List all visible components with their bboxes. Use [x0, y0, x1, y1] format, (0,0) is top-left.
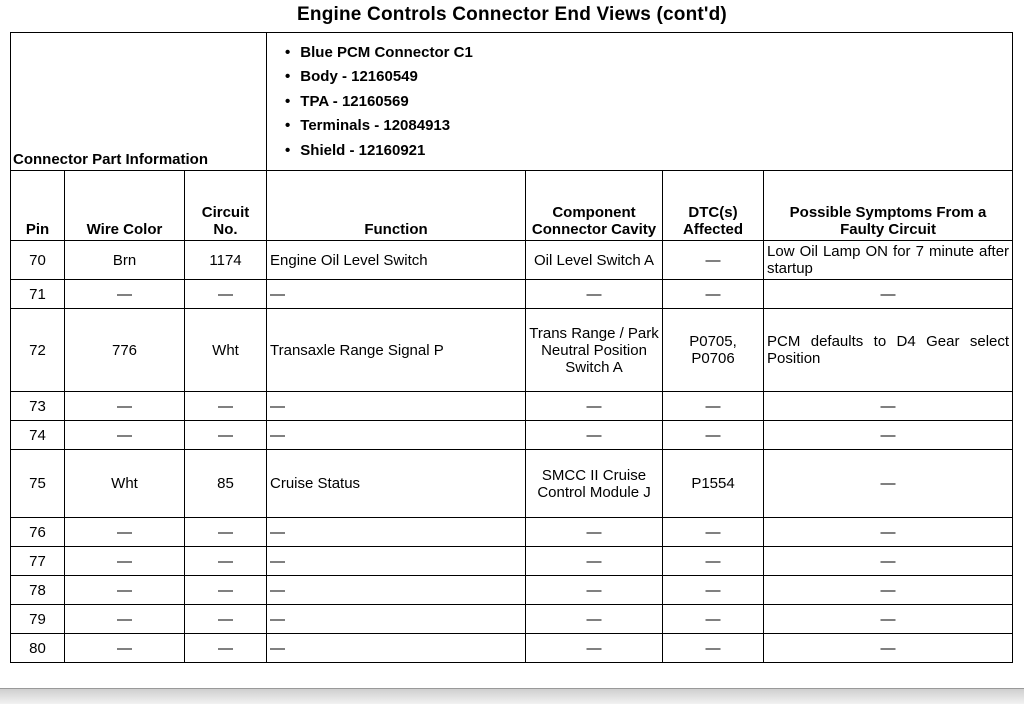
symptoms-cell: —	[764, 450, 1013, 518]
wire-color-cell: Brn	[65, 241, 185, 280]
circuit-cell: —	[185, 280, 267, 309]
wire-color-cell: —	[65, 634, 185, 663]
connector-info-cell	[267, 33, 1013, 171]
cavity-cell: —	[526, 605, 663, 634]
cavity-cell: —	[526, 634, 663, 663]
circuit-cell: —	[185, 421, 267, 450]
wire-color-cell: —	[65, 576, 185, 605]
symptoms-cell: —	[764, 518, 1013, 547]
cavity-cell: —	[526, 280, 663, 309]
circuit-cell: 85	[185, 450, 267, 518]
circuit-cell: —	[185, 576, 267, 605]
table-row	[11, 518, 1013, 547]
circuit-cell: —	[185, 634, 267, 663]
table-row	[11, 392, 1013, 421]
cavity-cell: —	[526, 576, 663, 605]
table-row	[11, 605, 1013, 634]
dtc-cell: —	[663, 547, 764, 576]
pin-cell: 70	[11, 241, 65, 280]
cavity-cell: —	[526, 518, 663, 547]
symptoms-cell: —	[764, 576, 1013, 605]
symptoms-cell: —	[764, 421, 1013, 450]
col-header-wire-color: Wire Color	[65, 171, 185, 241]
wire-color-cell: Wht	[65, 450, 185, 518]
page-title: Engine Controls Connector End Views (cont'd)	[297, 4, 727, 25]
wire-color-cell: —	[65, 605, 185, 634]
header-row	[11, 171, 1013, 241]
connector-info-row	[11, 33, 1013, 171]
connector-pin-table	[10, 32, 1013, 663]
table-row	[11, 576, 1013, 605]
connector-info-item: • Shield - 12160921	[285, 139, 1004, 164]
function-cell: —	[267, 605, 526, 634]
table-row	[11, 450, 1013, 518]
symptoms-cell: —	[764, 392, 1013, 421]
col-header-circuit: Circuit No.	[185, 171, 267, 241]
dtc-cell: —	[663, 392, 764, 421]
connector-info-item: • Body - 12160549	[285, 65, 1004, 90]
circuit-cell: —	[185, 518, 267, 547]
symptoms-cell: Low Oil Lamp ON for 7 minute after startup	[764, 241, 1013, 280]
cavity-cell: Oil Level Switch A	[526, 241, 663, 280]
table-row	[11, 241, 1013, 280]
circuit-cell: —	[185, 547, 267, 576]
col-header-cavity: Component Connector Cavity	[526, 171, 663, 241]
pin-cell: 79	[11, 605, 65, 634]
pin-cell: 78	[11, 576, 65, 605]
table-row	[11, 634, 1013, 663]
wire-color-cell: —	[65, 518, 185, 547]
connector-info-list	[285, 41, 1004, 164]
connector-info-label: Connector Part Information	[11, 33, 267, 171]
pin-cell: 74	[11, 421, 65, 450]
dtc-cell: —	[663, 518, 764, 547]
function-cell: —	[267, 547, 526, 576]
col-header-dtc: DTC(s) Affected	[663, 171, 764, 241]
table-row	[11, 547, 1013, 576]
circuit-cell: Wht	[185, 309, 267, 392]
function-cell: —	[267, 576, 526, 605]
col-header-pin: Pin	[11, 171, 65, 241]
pin-cell: 72	[11, 309, 65, 392]
circuit-cell: 1174	[185, 241, 267, 280]
circuit-cell: —	[185, 605, 267, 634]
cavity-cell: —	[526, 547, 663, 576]
dtc-cell: —	[663, 605, 764, 634]
dtc-cell: —	[663, 576, 764, 605]
pin-cell: 75	[11, 450, 65, 518]
table-row	[11, 421, 1013, 450]
cavity-cell: —	[526, 392, 663, 421]
pin-cell: 77	[11, 547, 65, 576]
dtc-cell: —	[663, 634, 764, 663]
cavity-cell: Trans Range / Park Neutral Position Switch A	[526, 309, 663, 392]
dtc-cell: —	[663, 241, 764, 280]
pin-cell: 80	[11, 634, 65, 663]
dtc-cell: P0705, P0706	[663, 309, 764, 392]
symptoms-cell: —	[764, 547, 1013, 576]
bottom-edge	[0, 688, 1024, 704]
connector-info-item: • TPA - 12160569	[285, 90, 1004, 115]
pin-cell: 71	[11, 280, 65, 309]
wire-color-cell: 776	[65, 309, 185, 392]
col-header-function: Function	[267, 171, 526, 241]
wire-color-cell: —	[65, 280, 185, 309]
function-cell: —	[267, 634, 526, 663]
function-cell: —	[267, 421, 526, 450]
symptoms-cell: —	[764, 634, 1013, 663]
cavity-cell: —	[526, 421, 663, 450]
dtc-cell: —	[663, 421, 764, 450]
wire-color-cell: —	[65, 421, 185, 450]
function-cell: —	[267, 392, 526, 421]
connector-info-item: • Terminals - 12084913	[285, 114, 1004, 139]
symptoms-cell: —	[764, 605, 1013, 634]
function-cell: —	[267, 280, 526, 309]
table-row	[11, 280, 1013, 309]
function-cell: Engine Oil Level Switch	[267, 241, 526, 280]
dtc-cell: —	[663, 280, 764, 309]
pin-cell: 73	[11, 392, 65, 421]
function-cell: —	[267, 518, 526, 547]
wire-color-cell: —	[65, 392, 185, 421]
pin-cell: 76	[11, 518, 65, 547]
function-cell: Transaxle Range Signal P	[267, 309, 526, 392]
circuit-cell: —	[185, 392, 267, 421]
function-cell: Cruise Status	[267, 450, 526, 518]
table-row	[11, 309, 1013, 392]
cavity-cell: SMCC II Cruise Control Module J	[526, 450, 663, 518]
col-header-symptoms: Possible Symptoms From a Faulty Circuit	[764, 171, 1013, 241]
wire-color-cell: —	[65, 547, 185, 576]
dtc-cell: P1554	[663, 450, 764, 518]
symptoms-cell: PCM defaults to D4 Gear select Position	[764, 309, 1013, 392]
symptoms-cell: —	[764, 280, 1013, 309]
connector-info-item: • Blue PCM Connector C1	[285, 41, 1004, 66]
